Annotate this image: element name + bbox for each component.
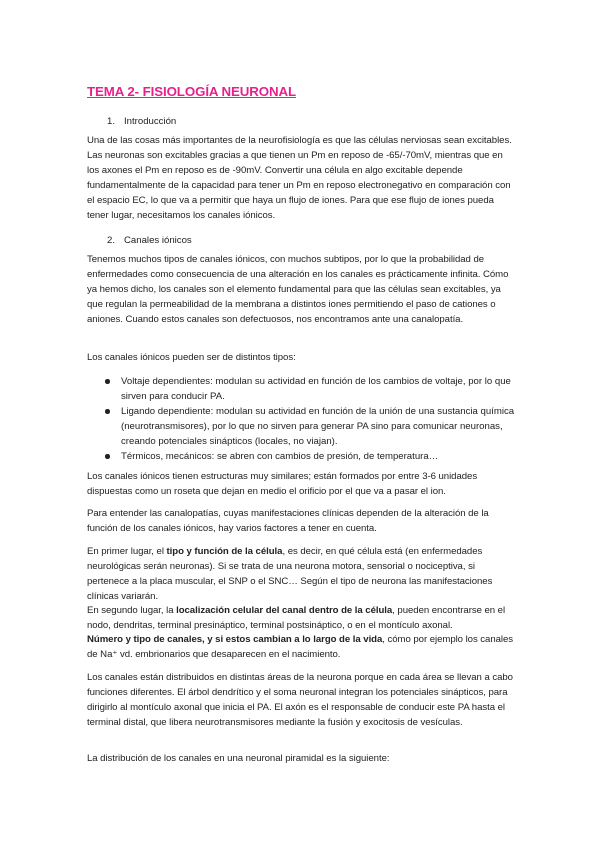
text-span: , es decir, en qué célula está (en enfermedades neurológicas serán neuronas). Si se trata de una neurona motora, sensorial o nociceptiva, si pertenece a la placa muscular, el SNP o el SNC… Según el tipo de neurona las manifestaciones clínicas variarán. (87, 546, 493, 602)
channelopathies-paragraph: Para entender las canalopatías, cuyas manifestaciones clínicas dependen de la alteración de la función de los canales iónicos, hay varios factores a tener en cuenta. (87, 508, 489, 534)
section-number: 2. (107, 235, 116, 246)
channels-paragraph: Tenemos muchos tipos de canales iónicos, con muchos subtipos, por lo que la probabilidad de enfermedades como consecuencia de una alteración en los canales es prácticamente infinita. Cómo ya hemos dicho, los canales son el elemento fundamental para que las células sean excitables, ya que regulan la permeabilidad de la membrana a distintos iones permitiendo el paso de cationes o aniones. Cuando estos canales son defectuosos, nos encontramos ante una canalopatía. (87, 254, 509, 325)
second-place-paragraph (87, 603, 515, 633)
structure-paragraph: Los canales iónicos tienen estructuras muy similares; están formados por entre 3-6 unidades dispuestas como un roseta que dejan en medio el orificio por el que va a pasar el ion. (87, 471, 478, 497)
section-number: 1. (107, 116, 116, 127)
distribution-paragraph: Los canales están distribuidos en distintas áreas de la neurona porque en cada área se llevan a cabo funciones diferentes. El árbol dendrítico y el soma neuronal integran los potenciales sinápticos, para dirigirlo al montículo axonal que inicia el PA. El axón es el responsable de conducir este PA hasta el terminal distal, que libera neurotransmisores mediante la fusión y exocitosis de vesículas. (87, 672, 513, 728)
first-place-paragraph (87, 544, 515, 604)
page-title: TEMA 2- FISIOLOGÍA NEURONAL (87, 84, 297, 99)
channel-types-list (87, 374, 515, 464)
bold-span: Número y tipo de canales, y si estos cambian a lo largo de la vida (87, 634, 383, 645)
list-item: Ligando dependiente: modulan su actividad en función de la unión de una sustancia química (neurotransmisores), por lo que no sirven para generar PA sino para comunicar neuronas, creando potenciales sinápticos (locales, no viajan). (87, 404, 515, 449)
text-span: , pueden encontrarse en el nodo, dendritas, terminal presináptico, terminal postsináptico, o en el montículo axonal. (87, 605, 506, 631)
number-type-paragraph (87, 632, 515, 662)
section-label: Canales iónicos (124, 235, 192, 246)
types-intro: Los canales iónicos pueden ser de distintos tipos: (87, 352, 296, 363)
text-span: En segundo lugar, la (87, 605, 177, 616)
text-span: En primer lugar, el (87, 546, 167, 557)
pyramidal-paragraph: La distribución de los canales en una neuronal piramidal es la siguiente: (87, 753, 390, 764)
section-heading-introduccion (107, 116, 176, 128)
bold-span: localización celular del canal dentro de la célula (176, 605, 393, 616)
section-label: Introducción (124, 116, 177, 127)
intro-paragraph: Una de las cosas más importantes de la neurofisiología es que las células nerviosas sean excitables. Las neuronas son excitables gracias a que tienen un Pm en reposo de -65/-70mV, mientras que en los axones el Pm en reposo es de -90mV. Convertir una célula en algo excitable depende fundamentalmente de la capacidad para tener un Pm en reposo electronegativo en comparación con el espacio EC, lo que va a permitir que haya un flujo de iones. Para que ese flujo de iones pueda tener lugar, necesitamos los canales iónicos. (87, 135, 512, 221)
section-heading-canales (107, 235, 192, 247)
list-item: Voltaje dependientes: modulan su actividad en función de los cambios de voltaje, por lo que sirven para conducir PA. (87, 374, 515, 404)
text-span: , cómo por ejemplo los canales de Na⁺ vd. embrionarios que desaparecen en el nacimiento. (87, 634, 514, 660)
bold-span: tipo y función de la célula (166, 546, 283, 557)
list-item: Térmicos, mecánicos: se abren con cambios de presión, de temperatura… (87, 449, 515, 464)
